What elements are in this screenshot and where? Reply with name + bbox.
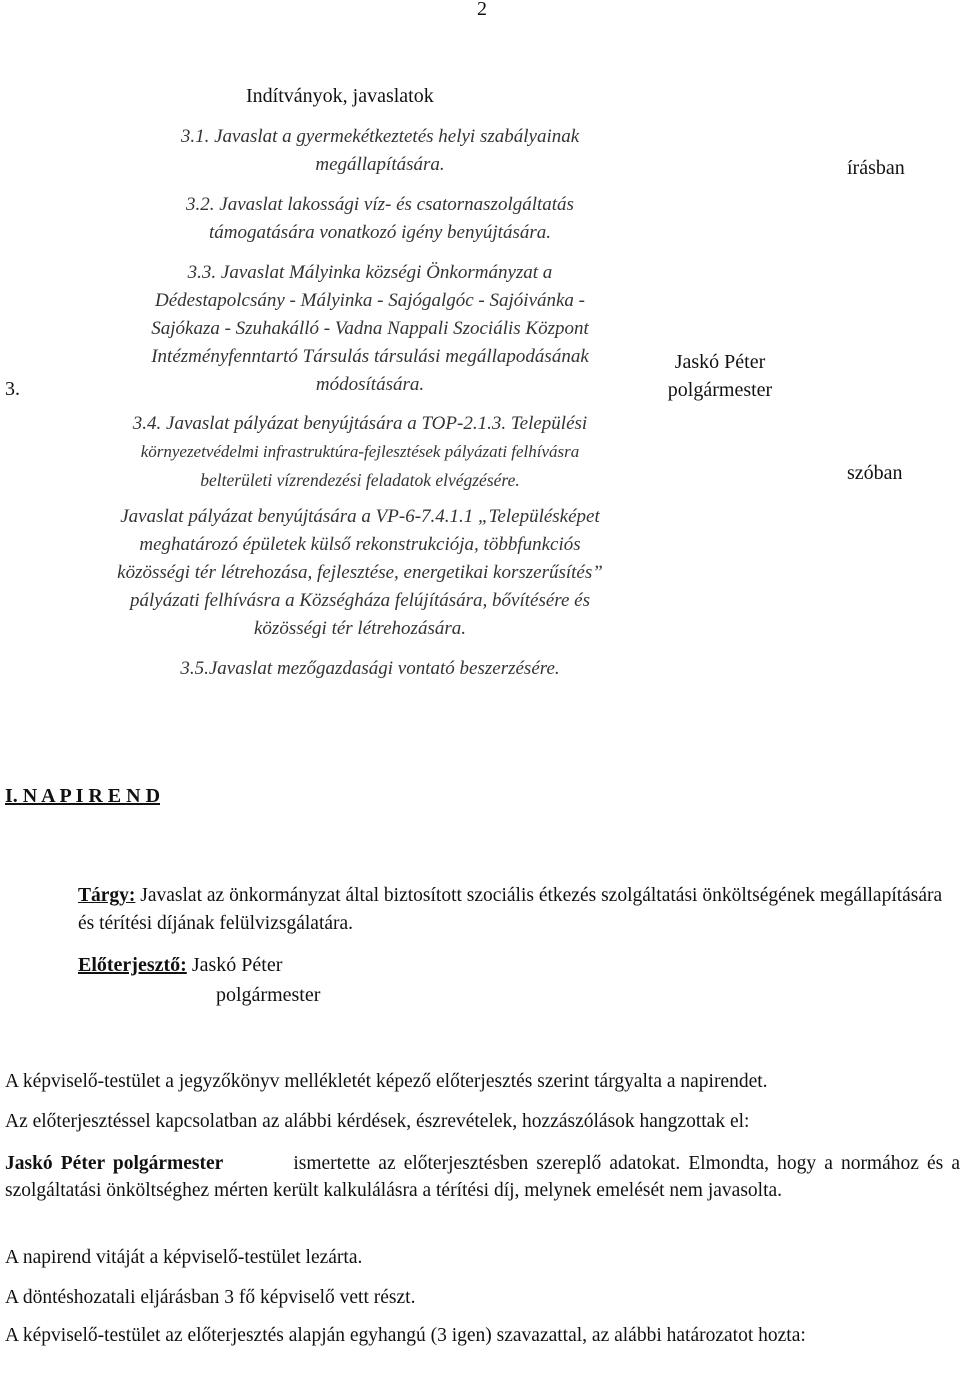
presenter-title: polgármester: [667, 379, 773, 401]
proposal-line: Dédestapolcsány - Mályinka - Sajógalgóc - Sajóivánka -: [154, 290, 586, 311]
subject-text: Javaslat az önkormányzat által biztosított szociális étkezés szolgáltatási önköltségének megállapítására és térítési díjának felülvizsgálatára.: [78, 885, 943, 934]
proposal-line: Intézményfenntartó Társulás társulási megállapodásának: [151, 346, 589, 367]
presenter-label: Előterjesztő:: [78, 954, 187, 976]
proposal-line: 3.4. Javaslat pályázat benyújtására a TOP-2.1.3. Települési: [132, 413, 588, 434]
proposal-line: Sajókaza - Szuhakálló - Vadna Nappali Szociális Központ: [151, 318, 589, 339]
proposal-line: támogatására vonatkozó igény benyújtására.: [209, 222, 551, 243]
speaker-paragraph: [5, 1150, 960, 1204]
page-number: 2: [477, 0, 487, 20]
paragraph: Az előterjesztéssel kapcsolatban az alábbi kérdések, észrevételek, hozzászólások hangzottak el:: [5, 1111, 750, 1132]
mode-written: írásban: [847, 157, 905, 179]
agenda-number: 3.: [5, 378, 20, 400]
proposal-line: belterületi vízrendezési feladatok elvégzésére.: [200, 470, 520, 490]
proposal-line: környezetvédelmi infrastruktúra-fejlesztések pályázati felhívásra: [140, 442, 580, 461]
order-presenter-title: polgármester: [216, 984, 321, 1006]
paragraph: A döntéshozatali eljárásban 3 fő képviselő vett részt.: [5, 1287, 416, 1308]
paragraph: A napirend vitáját a képviselő-testület lezárta.: [5, 1247, 363, 1268]
proposal-line: 3.5.Javaslat mezőgazdasági vontató beszerzésére.: [180, 658, 560, 679]
subject: [78, 882, 960, 938]
speaker-text: ismertette az előterjesztésben szereplő adatokat. Elmondta, hogy a normához és a szolgáltatási önköltséghez mérten került kalkulálásra a térítési díj, melynek emelését nem javasolta.: [5, 1153, 960, 1201]
presenter-name: Jaskó Péter: [674, 351, 766, 373]
order-presenter: [78, 950, 320, 1010]
agenda-item: [0, 70, 960, 700]
subject-label: Tárgy:: [78, 885, 136, 906]
proposal-line: 3.2. Javaslat lakossági víz- és csatornaszolgáltatás: [186, 194, 574, 215]
proposal-line: pályázati felhívásra a Községháza felújítására, bővítésére és: [129, 590, 590, 611]
proposal-line: módosítására.: [315, 374, 425, 395]
mode-oral: szóban: [847, 462, 903, 484]
proposal-line: megállapítására.: [315, 154, 445, 175]
paragraph: A képviselő-testület a jegyzőkönyv mellékletét képező előterjesztés szerint tárgyalta a napirendet.: [5, 1071, 768, 1092]
agenda-presenter: [645, 348, 795, 404]
agenda-heading: Indítványok, javaslatok: [246, 85, 434, 107]
paragraph: A képviselő-testület az előterjesztés alapján egyhangú (3 igen) szavazattal, az alábbi határozatot hozta:: [5, 1325, 806, 1346]
proposal-line: 3.1. Javaslat a gyermekétkeztetés helyi szabályainak: [180, 126, 580, 147]
proposal-line: meghatározó épületek külső rekonstrukciója, többfunkciós: [139, 534, 581, 555]
order-presenter-name: Jaskó Péter: [186, 954, 283, 976]
proposal-line: 3.3. Javaslat Mályinka községi Önkormányzat a: [187, 262, 553, 283]
proposal-line: Javaslat pályázat benyújtására a VP-6-7.4.1.1 „Településképet: [120, 506, 600, 527]
speaker-name: Jaskó Péter polgármester: [5, 1153, 224, 1174]
proposal-line: közösségi tér létrehozása, fejlesztése, energetikai korszerűsítés”: [117, 562, 603, 583]
proposal-line: közösségi tér létrehozására.: [254, 618, 466, 639]
order-title: I. N A P I R E N D: [5, 785, 161, 807]
